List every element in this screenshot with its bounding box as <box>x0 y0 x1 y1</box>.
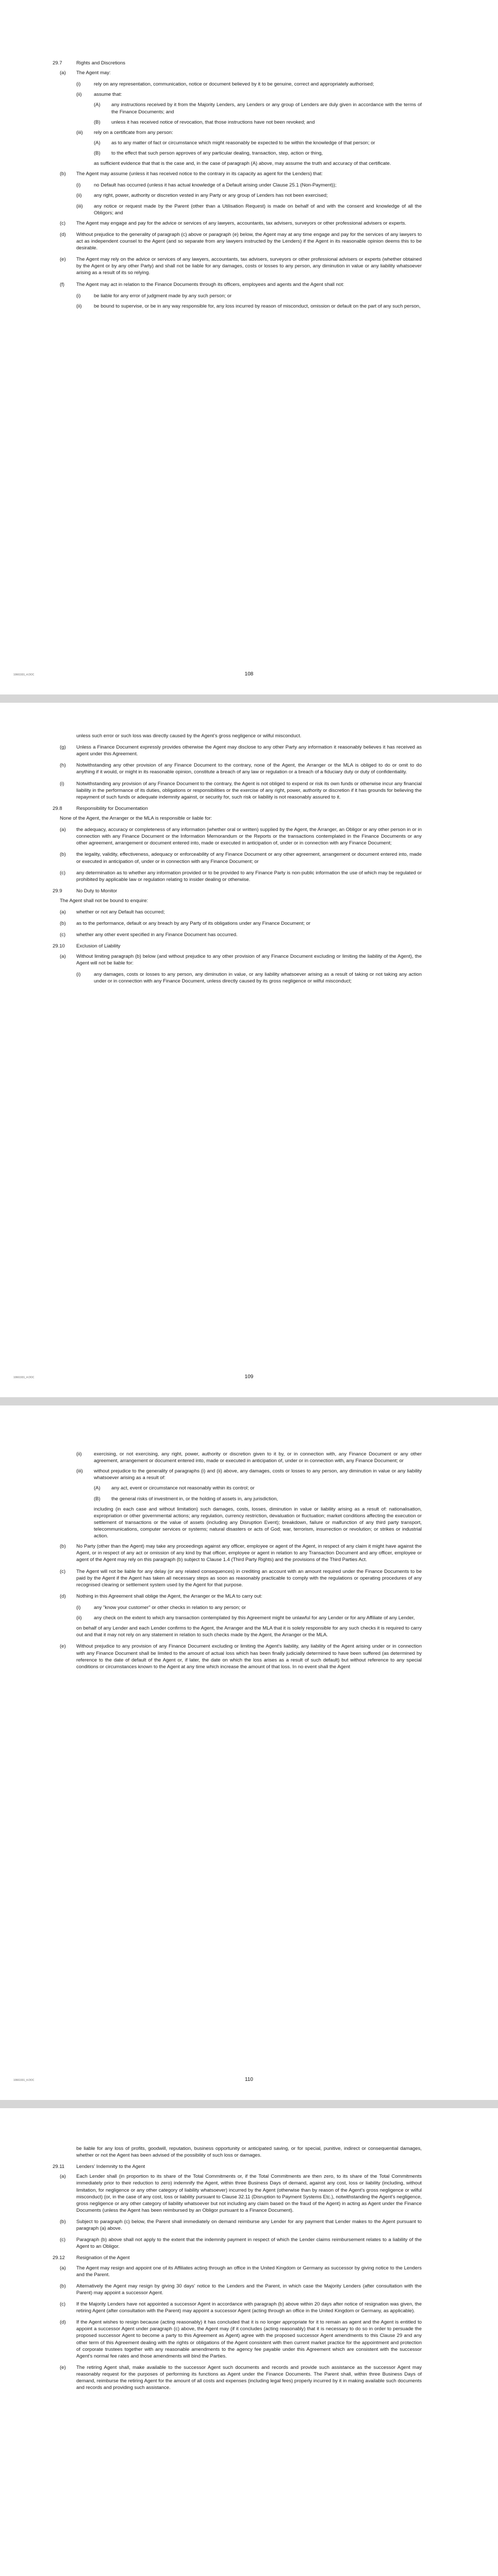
paragraph: (f) The Agent may act in relation to the Finance Documents through its officers, employees and agents and the Agent shall not: <box>60 281 344 287</box>
paragraph: (d) Without prejudice to the generality of paragraph (c) above or paragraph (e) below, the Agent may at any time engage and pay for the services of any lawyers to act as independent counsel to the Agent (and so separate from any lawyers instructed by the Lenders) if the Agent in its reasonable opinion deems this to be desirable. <box>60 231 422 251</box>
sub-paragraph: (i) rely on any representation, communication, notice or document believed by it to be genuine, correct and appropriately authorised; <box>76 81 374 88</box>
clause-title: Responsibility for Documentation <box>76 805 148 811</box>
paragraph: (c) whether any other event specified in any Finance Document has occurred. <box>60 932 238 938</box>
paragraph: (d) Nothing in this Agreement shall oblige the Agent, the Arranger or the MLA to carry out: <box>60 1593 262 1599</box>
clause-title: Lenders' Indemnity to the Agent <box>76 2164 145 2170</box>
paragraph: (c) any determination as to whether any information provided or to be provided to any Finance Party is non-public information the use of which may be regulated or prohibited by applicable law or regulation relating to insider dealing or otherwise. <box>60 870 422 883</box>
document-page-108 <box>0 0 498 694</box>
continuation-text: be liable for any loss of profits, goodwill, reputation, business opportunity or anticipated saving, or for special, punitive, indirect or consequential damages, whether or not the Agent has been advised of the possibility of such loss or damages. <box>76 2146 422 2159</box>
sub-sub-paragraph: (A) any instructions received by it from the Majority Lenders, any Lenders or any group of Lenders are duly given in accordance with the terms of the Finance Documents; and <box>94 102 422 115</box>
paragraph: (g) Unless a Finance Document expressly provides otherwise the Agent may disclose to any other Party any information it reasonably believes it has received as agent under this Agreement. <box>60 744 422 757</box>
footer-doc-ref: 10661931_4.DOC <box>13 2079 35 2082</box>
clause-heading: 29.12 Resignation of the Agent <box>53 2255 422 2261</box>
footer-doc-ref: 10661931_4.DOC <box>13 673 35 677</box>
sub-sub-paragraph: (A) any act, event or circumstance not reasonably within its control; or <box>94 1485 255 1492</box>
paragraph: (a) Each Lender shall (in proportion to its share of the Total Commitments or, if the Total Commitments are then zero, to its share of the Total Commitments immediately prior to their reduction to zero) indemnify the Agent, within three Business Days of demand, against any cost, loss or liability (including, without limitation, for negligence or any other category of liability whatsoever) incurred by the Agent (otherwise than by reason of the Agent's gross negligence or wilful misconduct) (or, in the case of any cost, loss or liability pursuant to Clause 32.11 (Disruption to Payment Systems Etc.), notwithstanding the Agent's negligence, gross negligence or any other category of liability whatsoever but not including any claim based on the fraud of the Agent) in acting as Agent under the Finance Documents (unless the Agent has been reimbursed by an Obligor pursuant to a Finance Document). <box>60 2174 422 2213</box>
clause-title: Resignation of the Agent <box>76 2255 130 2261</box>
clause-heading: 29.9 No Duty to Monitor <box>53 888 422 894</box>
sub-sub-paragraph: (B) unless it has received notice of revocation, that those instructions have not been revoked; and <box>94 119 315 125</box>
paragraph: The Agent shall not be bound to enquire: <box>60 897 148 904</box>
sub-paragraph: (i) any damages, costs or losses to any person, any diminution in value, or any liability whatsoever arising as a result of taking or not taking any action under or in connection with any Finance Document, unless directly caused by its gross negligence or wilful misconduct; <box>76 971 422 984</box>
sub-paragraph: (ii) exercising, or not exercising, any right, power, authority or discretion given to it by, or in connection with, any Finance Document or any other agreement, arrangement or document entered into, made or executed in anticipation of, under or in connection with, any Finance Document; or <box>76 1451 422 1464</box>
sub-sub-paragraph: (B) the general risks of investment in, or the holding of assets in, any jurisdiction, <box>94 1496 278 1502</box>
sub-sub-paragraph: (B) to the effect that such person approves of any particular dealing, transaction, step, action or thing, <box>94 150 323 156</box>
sub-paragraph: (iii) without prejudice to the generality of paragraphs (i) and (ii) above, any damages, costs or losses to any person, any diminution in value or any liability whatsoever arising as a result of: <box>76 1468 422 1481</box>
paragraph: (a) Without limiting paragraph (b) below (and without prejudice to any other provision of any Finance Document excluding or limiting the liability of the Agent), the Agent will not be liable for: <box>60 953 422 966</box>
clause-heading: 29.10 Exclusion of Liability <box>53 943 422 950</box>
sub-paragraph: (iii) any notice or request made by the Parent (other than a Utilisation Request) is made on behalf of and with the consent and knowledge of all the Obligors; and <box>76 203 422 216</box>
sub-paragraph: (ii) be bound to supervise, or be in any way responsible for, any loss incurred by reason of misconduct, omission or default on the part of any such person, <box>76 303 421 309</box>
paragraph: (c) The Agent will not be liable for any delay (or any related consequences) in crediting an account with an amount required under the Finance Documents to be paid by the Agent if the Agent has taken all necessary steps as soon as reasonably practicable to comply with the regulations or operating procedures of any recognised clearing or settlement system used by the Agent for that purpose. <box>60 1568 422 1588</box>
paragraph: (b) No Party (other than the Agent) may take any proceedings against any officer, employee or agent of the Agent, in respect of any claim it might have against the Agent, or in respect of any act or omission of any kind by that officer, employee or agent in relation to any Transaction Document and any officer, employee or agent of the Agent may rely on this paragraph (b) subject to Clause 1.4 (Third Party Rights) and the provisions of the Third Parties Act. <box>60 1544 422 1563</box>
continuation-text: including (in each case and without limitation) such damages, costs, losses, diminution in value or liability arising as a result of: nationalisation, expropriation or other governmental actions; any regulation, currency restriction, devaluation or fluctuation; market conditions affecting the execution or settlement of transactions or the value of assets (including any Disruption Event); breakdown, failure or malfunction of any third party transport, telecommunications, computer services or systems; natural disasters or acts of God; war, terrorism, insurrection or revolution; or strikes or industrial action. <box>94 1506 422 1539</box>
paragraph: (b) the legality, validity, effectiveness, adequacy or enforceability of any Finance Document or any other agreement, arrangement or document entered into, made or executed in anticipation of, under or in connection with any Finance Document; or <box>60 852 422 865</box>
page-number: 109 <box>244 1374 254 1380</box>
sub-sub-paragraph: (A) as to any matter of fact or circumstance which might reasonably be expected to be within the knowledge of that person; or <box>94 140 375 146</box>
paragraph: (a) whether or not any Default has occurred; <box>60 909 165 916</box>
paragraph: (c) If the Majority Lenders have not appointed a successor Agent in accordance with paragraph (b) above within 20 days after notice of resignation was given, the retiring Agent (after consultation with the Parent) may appoint a successor Agent (acting through an office in the United Kingdom or Germany, as applicable). <box>60 2301 422 2314</box>
sub-paragraph: (ii) any right, power, authority or discretion vested in any Party or any group of Lenders has not been exercised; <box>76 193 328 199</box>
paragraph: (b) as to the performance, default or any breach by any Party of its obligations under any Finance Document; or <box>60 921 311 927</box>
continuation-text: unless such error or such loss was directly caused by the Agent's gross negligence or wilful misconduct. <box>76 733 302 739</box>
paragraph: (d) If the Agent wishes to resign because (acting reasonably) it has concluded that it is no longer appropriate for it to remain as agent and the Agent is entitled to appoint a successor Agent under paragraph (c) above, the Agent may (if it concludes (acting reasonably) that it is necessary to do so in order to persuade the proposed successor Agent to become a party to this Agreement as Agent) agree with the proposed successor Agent amendments to this Clause 29 and any other term of this Agreement dealing with the rights or obligations of the Agent consistent with then current market practice for the appointment and protection of corporate trustees together with any reasonable amendments to the agency fee payable under this Agreement which are consistent with the successor Agent's normal fee rates and those amendments will bind the Parties. <box>60 2319 422 2359</box>
document-page-111 <box>0 2108 498 2576</box>
clause-heading: 29.7 Rights and Discretions <box>53 60 422 66</box>
paragraph: (a) the adequacy, accuracy or completeness of any information (whether oral or written) supplied by the Agent, the Arranger, an Obligor or any other person in or in connection with any Finance Document or the Information Memorandum or the Reports or the transactions contemplated in the Finance Documents or any other agreement, arrangement or document entered into, made or executed in anticipation of, under or in connection with any Finance Document; <box>60 827 422 846</box>
paragraph: (b) The Agent may assume (unless it has received notice to the contrary in its capacity as agent for the Lenders) that: <box>60 171 323 177</box>
continuation-text: as sufficient evidence that that is the case and, in the case of paragraph (A) above, may assume the truth and accuracy of that certificate. <box>94 161 391 167</box>
clause-title: Rights and Discretions <box>76 60 126 66</box>
paragraph: (b) Subject to paragraph (c) below, the Parent shall immediately on demand reimburse any Lender for any payment that Lender makes to the Agent pursuant to paragraph (a) above. <box>60 2218 422 2232</box>
sub-paragraph: (ii) any check on the extent to which any transaction contemplated by this Agreement might be unlawful for any Lender or for any Affiliate of any Lender, <box>76 1615 415 1621</box>
paragraph: (e) The Agent may rely on the advice or services of any lawyers, accountants, tax advisers, surveyors or other professional advisers or experts (whether obtained by the Agent or by any other Party) and shall not be liable for any damages, costs or losses to any person, any diminution in value or any liability whatsoever arising as a result of its so relying. <box>60 257 422 276</box>
paragraph: (c) Paragraph (b) above shall not apply to the extent that the indemnity payment in respect of which the Lender claims reimbursement relates to a liability of the Agent to an Obligor. <box>60 2237 422 2250</box>
clause-heading: 29.8 Responsibility for Documentation <box>53 805 422 812</box>
sub-paragraph: (i) any "know your customer" or other checks in relation to any person; or <box>76 1604 246 1611</box>
clause-heading: 29.11 Lenders' Indemnity to the Agent <box>53 2163 422 2170</box>
paragraph: (a) The Agent may resign and appoint one of its Affiliates acting through an office in the United Kingdom or Germany as successor by giving notice to the Lenders and the Parent. <box>60 2265 422 2278</box>
sub-paragraph: (ii) assume that: <box>76 92 122 98</box>
page-number: 108 <box>244 671 254 677</box>
clause-title: Exclusion of Liability <box>76 943 121 950</box>
paragraph: (e) Without prejudice to any provision of any Finance Document excluding or limiting the Agent's liability, any liability of the Agent arising under or in connection with any Finance Document shall be limited to the amount of actual loss which has been finally judicially determined to have been suffered (as determined by reference to the date of default of the Agent or, if later, the date on which the loss arises as a result of such default) but without reference to any special conditions or circumstances known to the Agent at any time which increase the amount of that loss. In no event shall the Agent <box>60 1643 422 1670</box>
sub-paragraph: (iii) rely on a certificate from any person: <box>76 129 173 135</box>
document-page-110 <box>0 1405 498 2100</box>
paragraph: (h) Notwithstanding any other provision of any Finance Document to the contrary, none of the Agent, the Arranger or the MLA is obliged to do or omit to do anything if it would, or might in its reasonable opinion, constitute a breach of any law or regulation or a breach of a fiduciary duty or duty of confidentiality. <box>60 762 422 775</box>
continuation-text: on behalf of any Lender and each Lender confirms to the Agent, the Arranger and the MLA that it is solely responsible for any such checks it is required to carry out and that it may not rely on any statement in relation to such checks made by the Agent, the Arranger or the MLA. <box>76 1625 422 1638</box>
sub-paragraph: (i) be liable for any error of judgment made by any such person; or <box>76 293 232 299</box>
paragraph: None of the Agent, the Arranger or the MLA is responsible or liable for: <box>60 815 212 821</box>
paragraph: (c) The Agent may engage and pay for the advice or services of any lawyers, accountants, tax advisers, surveyors or other professional advisers or experts. <box>60 220 406 226</box>
paragraph: (a) The Agent may: <box>60 70 111 76</box>
clause-title: No Duty to Monitor <box>76 888 118 894</box>
document-page-109 <box>0 703 498 1397</box>
paragraph: (e) The retiring Agent shall, make available to the successor Agent such documents and records and provide such assistance as the successor Agent may reasonably request for the purposes of performing its functions as Agent under the Finance Documents. The Parent shall, within three Business Days of demand, reimburse the retiring Agent for the amount of all costs and expenses (including legal fees) properly incurred by it in making available such documents and records and providing such assistance. <box>60 2364 422 2391</box>
footer-doc-ref: 10661931_4.DOC <box>13 1376 35 1380</box>
paragraph: (i) Notwithstanding any provision of any Finance Document to the contrary, the Agent is not obliged to expend or risk its own funds or otherwise incur any financial liability in the performance of its duties, obligations or responsibilities or the exercise of any right, power, authority or discretion if it has grounds for believing the repayment of such funds or adequate indemnity against, or security for, such risk or liability is not reasonably assured to it. <box>60 781 422 800</box>
page-number: 110 <box>245 2077 253 2083</box>
sub-paragraph: (i) no Default has occurred (unless it has actual knowledge of a Default arising under Clause 25.1 (Non-Payment)); <box>76 182 337 189</box>
paragraph: (b) Alternatively the Agent may resign by giving 30 days' notice to the Lenders and the Parent, in which case the Majority Lenders (after consultation with the Parent) may appoint a successor Agent. <box>60 2283 422 2296</box>
